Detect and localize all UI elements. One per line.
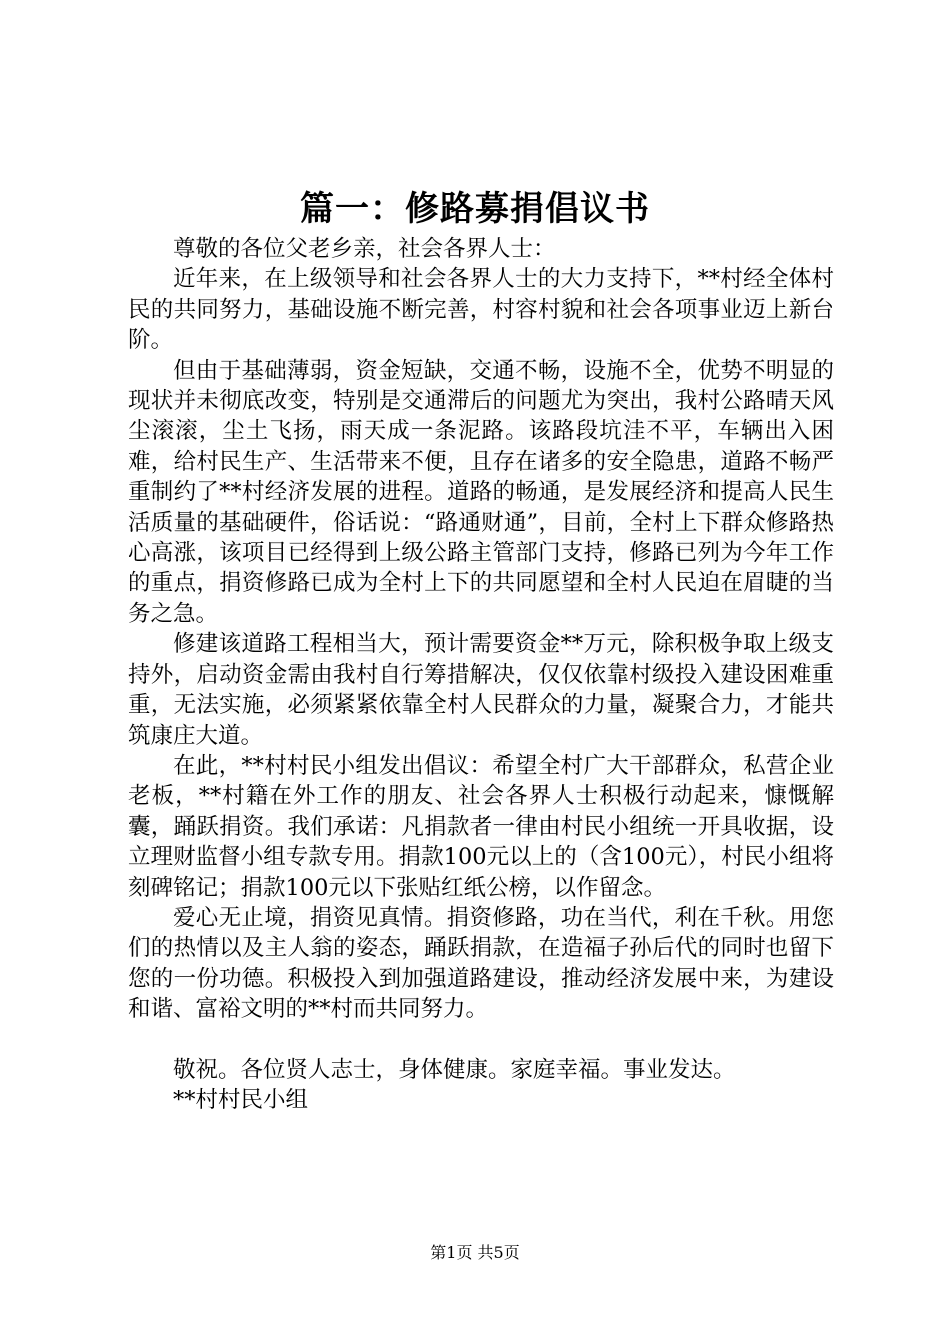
paragraph-3: 修建该道路工程相当大，预计需要资金**万元，除积极争取上级支持外，启动资金需由我村自行筹措解决，仅仅依靠村级投入建设困难重重，无法实施，必须紧紧依靠全村人民群众的力量，凝聚合力，才能共筑康庄大道。 (128, 631, 834, 749)
paragraph-2: 但由于基础薄弱，资金短缺，交通不畅，设施不全，优势不明显的现状并未彻底改变，特别是交通滞后的问题尤为突出，我村公路晴天风尘滚滚，尘土飞扬，雨天成一条泥路。该路段坑洼不平，车辆出入困难，给村民生产、生活带来不便，且存在诸多的安全隐患，道路不畅严重制约了**村经济发展的进程。道路的畅通，是发展经济和提高人民生活质量的基础硬件，俗话说：“路通财通”，目前，全村上下群众修路热心高涨，该项目已经得到上级公路主管部门支持，修路已列为今年工作的重点，捐资修路已成为全村上下的共同愿望和全村人民迫在眉睫的当务之急。 (128, 357, 834, 627)
signature: **村村民小组 (173, 1086, 309, 1113)
page-footer: 第1页 共5页 (430, 1243, 520, 1262)
paragraph-5: 爱心无止境，捐资见真情。捐资修路，功在当代，利在千秋。用您们的热情以及主人翁的姿态，踊跃捐款，在造福子孙后代的同时也留下您的一份功德。积极投入到加强道路建设，推动经济发展中来，为建设和谐、富裕文明的**村而共同努力。 (128, 904, 834, 1023)
paragraph-4: 在此，**村村民小组发出倡议：希望全村广大干部群众，私营企业老板，**村籍在外工作的朋友、社会各界人士积极行动起来，慷慨解囊，踊跃捐资。我们承诺：凡捐款者一律由村民小组统一开具收据，设立理财监督小组专款专用。捐款100元以上的（含100元），村民小组将刻碑铭记；捐款100元以下张贴红纸公榜，以作留念。 (128, 752, 834, 901)
blank-line (128, 1025, 834, 1055)
salutation: 尊敬的各位父老乡亲，社会各界人士： (173, 236, 556, 262)
document-title: 篇一：修路募捐倡议书 (300, 189, 650, 229)
document-body (128, 234, 834, 1115)
closing-greeting: 敬祝。各位贤人志士，身体健康。家庭幸福。事业发达。 (173, 1056, 736, 1083)
paragraph-1: 近年来，在上级领导和社会各界人士的大力支持下，**村经全体村民的共同努力，基础设施不断完善，村容村貌和社会各项事业迈上新台阶。 (128, 266, 834, 354)
